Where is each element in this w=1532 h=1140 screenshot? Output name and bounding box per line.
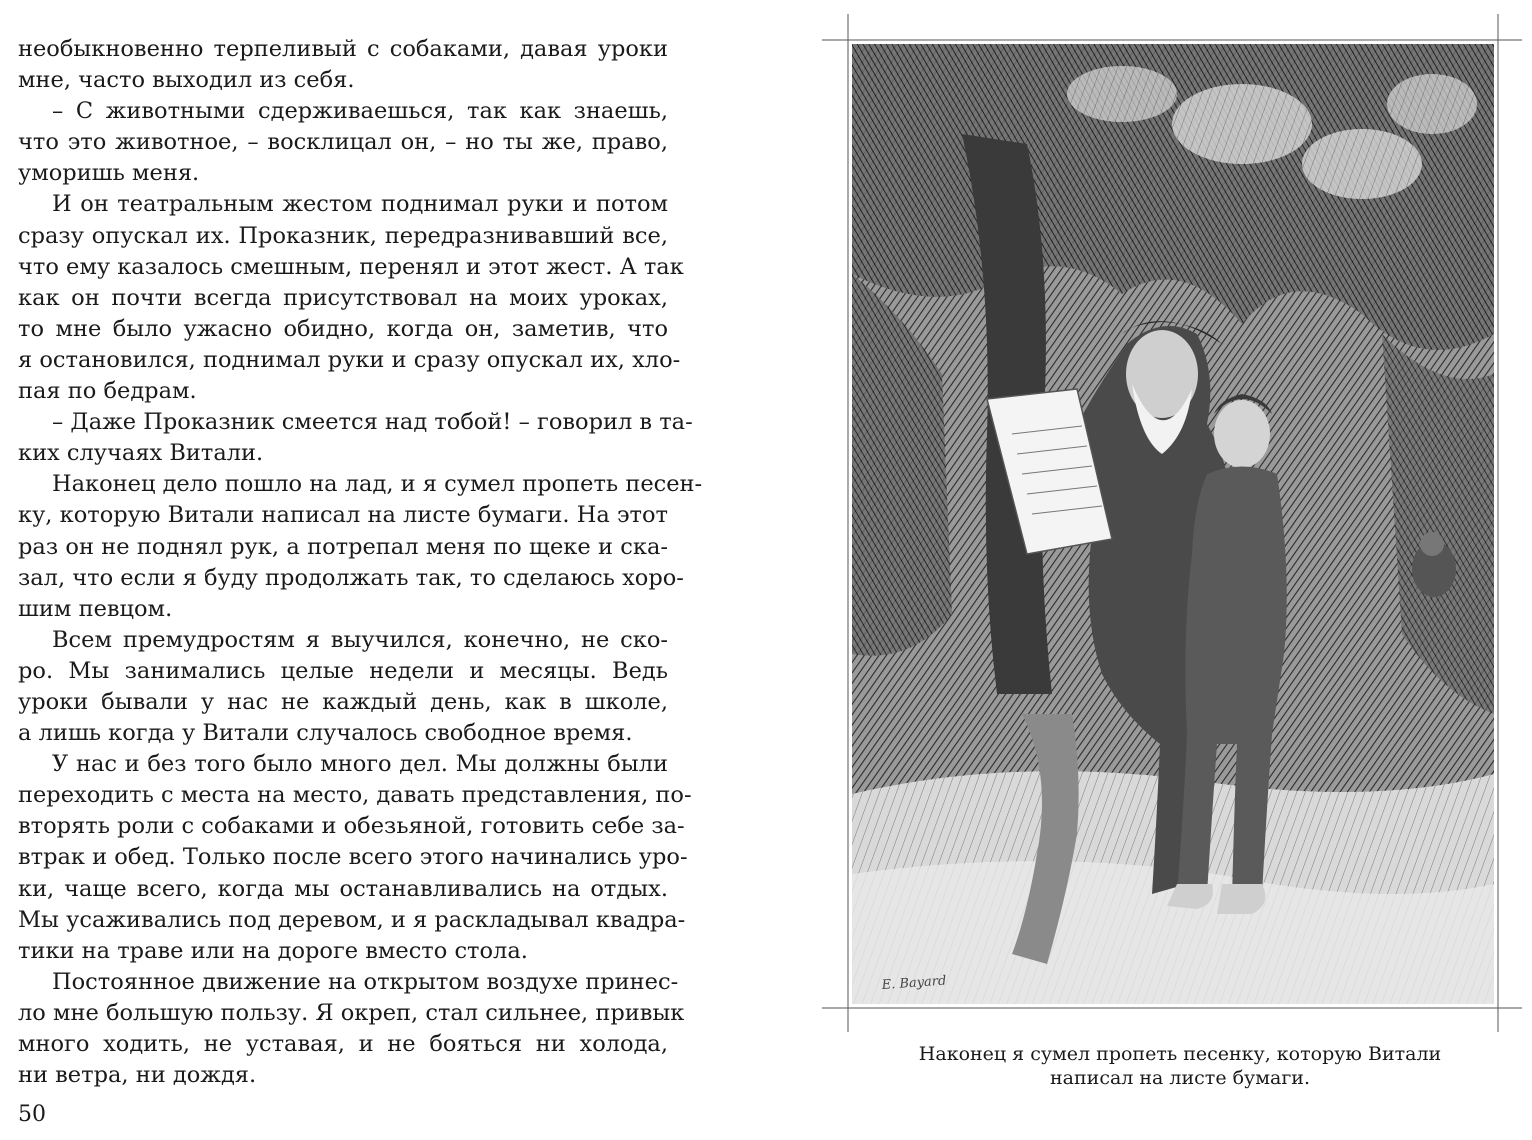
text-line: ки, чаще всего, когда мы останавливались на отдых. (18, 875, 668, 902)
text-line: что это животное, – восклицал он, – но ты же, право, (18, 129, 668, 156)
text-line: У нас и без того было много дел. Мы должны были (52, 751, 668, 778)
text-line: Мы усаживались под деревом, и я раскладывал квадра- (18, 906, 686, 933)
text-line: ни ветра, ни дождя. (18, 1062, 257, 1089)
text-line: а лишь когда у Витали случалось свободное время. (18, 720, 633, 747)
page-number: 50 (18, 1102, 46, 1127)
caption-line: Наконец я сумел пропеть песенку, которую Витали (918, 1043, 1442, 1065)
engraving-illustration (822, 14, 1522, 1032)
text-line: И он театральным жестом поднимал руки и потом (52, 191, 668, 218)
left-page-text (18, 34, 703, 1091)
text-line: ких случаях Витали. (18, 440, 264, 467)
text-line: переходить с места на место, давать представления, по- (18, 782, 692, 809)
illustration-caption (880, 1042, 1480, 1090)
text-line: втрак и обед. Только после всего этого начинались уро- (18, 844, 688, 871)
text-line: ло мне большую пользу. Я окреп, стал сильнее, привык (18, 999, 685, 1026)
text-line: много ходить, не уставая, и не бояться ни холода, (18, 1031, 668, 1057)
text-line: мне, часто выходил из себя. (18, 67, 355, 94)
text-line: уморишь меня. (18, 160, 200, 187)
text-line: сразу опускал их. Проказник, передразнивавший все, (18, 222, 668, 249)
text-line: я остановился, поднимал руки и сразу опускал их, хло- (18, 346, 681, 373)
text-line: Наконец дело пошло на лад, и я сумел пропеть песен- (52, 471, 703, 498)
text-line: пая по бедрам. (18, 378, 197, 405)
text-line: уроки бывали у нас не каждый день, как в школе, (18, 688, 668, 715)
caption-line: написал на листе бумаги. (1050, 1067, 1310, 1089)
text-line: вторять роли с собаками и обезьяной, готовить себе за- (18, 813, 685, 840)
text-line: тики на траве или на дороге вместо стола. (18, 937, 528, 964)
svg-text:E. Bayard: E. Bayard (881, 973, 947, 993)
text-line: Постоянное движение на открытом воздухе принес- (52, 968, 679, 995)
text-line: – С животными сдерживаешься, так как знаешь, (52, 98, 668, 125)
text-line: раз он не поднял рук, а потрепал меня по щеке и ска- (18, 533, 668, 560)
text-line: что ему казалось смешным, перенял и этот жест. А так (18, 253, 684, 280)
text-line: ро. Мы занимались целые недели и месяцы. Ведь (18, 657, 668, 684)
text-line: зал, что если я буду продолжать так, то сделаюсь хоро- (18, 564, 684, 591)
text-line: ку, которую Витали написал на листе бумаги. На этот (18, 502, 668, 529)
text-line: необыкновенно терпеливый с собаками, давая уроки (18, 36, 668, 62)
text-line: Всем премудростям я выучился, конечно, не ско- (52, 626, 668, 653)
text-line: то мне было ужасно обидно, когда он, заметив, что (18, 315, 668, 342)
text-line: – Даже Проказник смеется над тобой! – говорил в та- (52, 409, 693, 436)
text-line: шим певцом. (18, 595, 173, 622)
text-line: как он почти всегда присутствовал на моих уроках, (18, 284, 668, 311)
